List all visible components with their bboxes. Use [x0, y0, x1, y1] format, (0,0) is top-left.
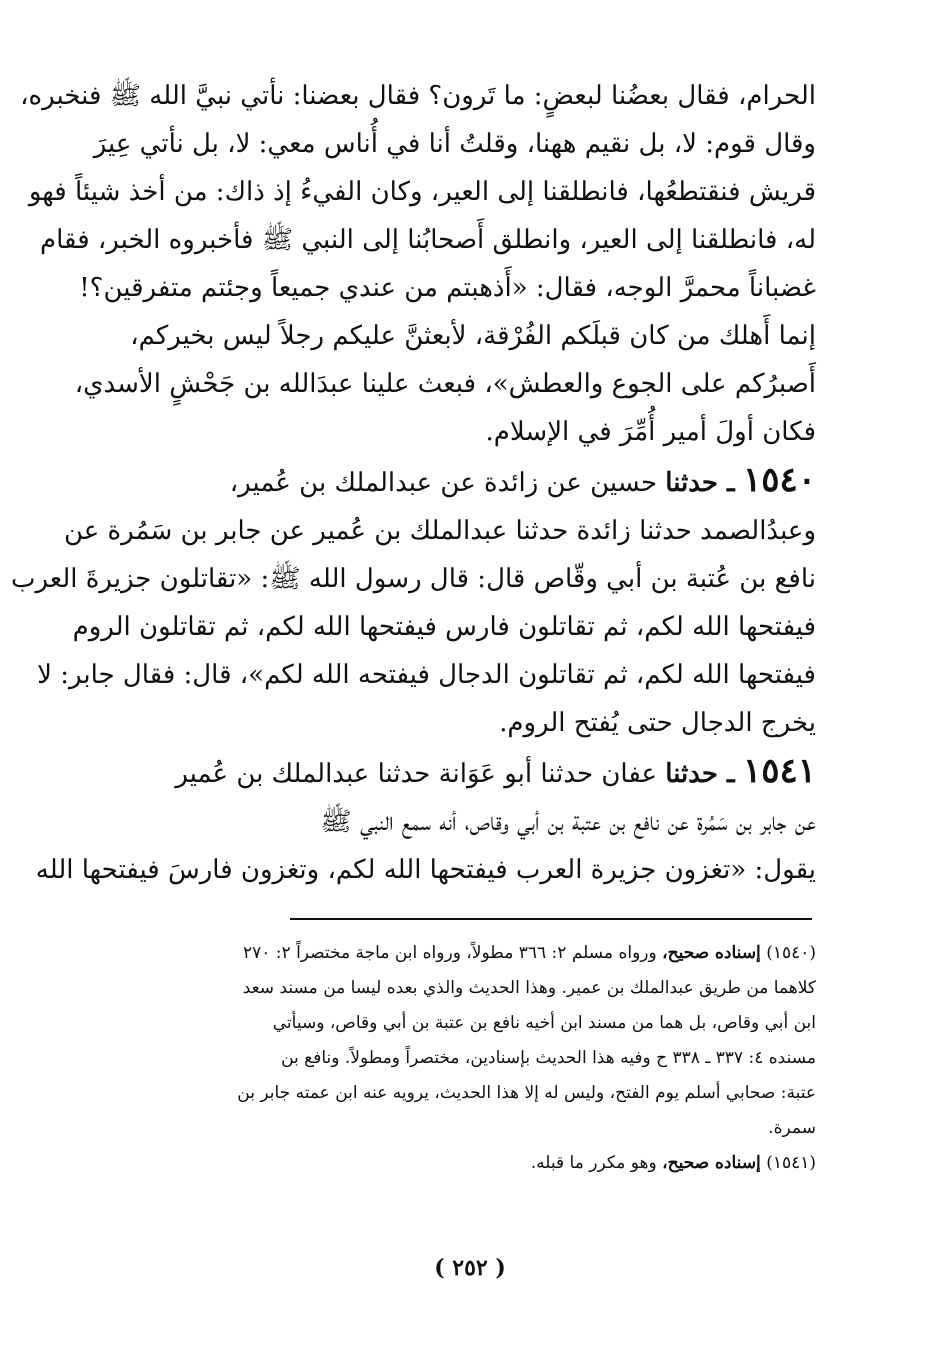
footnote-line: عتبة: صحابي أسلم يوم الفتح، وليس له إلا هذا الحديث، يرويه عنه ابن عمته جابر بن: [237, 1083, 816, 1103]
hadith-number: ١٥٤١: [742, 751, 816, 791]
footnote-ref: (١٥٤٠): [766, 943, 816, 963]
text-line: عن جابر بن سَمُرة عن نافع بن عتبة بن أبي وقاص، أنه سمع النبي ﷺ: [320, 807, 816, 837]
text-line: وقال قوم: لا، بل نقيم ههنا، وقلتُ أنا في أُناس معي: لا، بل نأتي عِيرَ: [93, 129, 816, 159]
text-line: أَصبرُكم على الجوع والعطش»، فبعث علينا عبدَالله بن جَحْشٍ الأسدي،: [74, 369, 816, 399]
hadith-first-line: [96, 456, 816, 507]
footnote-ref: (١٥٤١): [766, 1153, 816, 1173]
footnote-first-line: [96, 1146, 816, 1181]
text-line: وعبدُالصمد حدثنا زائدة حدثنا عبدالملك بن عُمير عن جابر بن سَمُرة عن: [63, 516, 816, 546]
hadith-heading: ـ حدثنا: [665, 759, 735, 789]
hadith-heading: ـ حدثنا: [665, 468, 735, 498]
text-line: إنما أَهلك من كان قبلَكم الفُرْقة، لأبعثنَّ عليكم رجلاً ليس بخيركم،: [130, 321, 816, 351]
text-line: غضباناً محمرَّ الوجه، فقال: «أَذهبتم من عندي جميعاً وجئتم متفرقين؟!: [79, 273, 816, 303]
footnote-heading: إسناده صحيح،: [662, 1153, 761, 1173]
footnotes: [96, 936, 816, 1181]
text-line: فيفتحها الله لكم، ثم تقاتلون الدجال فيفتحه الله لكم»، قال: فقال جابر: لا: [37, 660, 816, 690]
hadith-1541: [35, 747, 816, 894]
hadith-text: حسين عن زائدة عن عبدالملك بن عُمير،: [229, 468, 658, 498]
paragraph-continuation: [20, 72, 816, 456]
text-line: يقول: «تغزون جزيرة العرب فيفتحها الله لكم، وتغزون فارسَ فيفتحها الله: [35, 855, 816, 885]
hadith-first-line: [96, 747, 816, 798]
footnote-text: ورواه مسلم ٢: ٣٦٦ مطولاً، ورواه ابن ماجة مختصراً ٢: ٢٧٠: [242, 943, 657, 963]
hadith-text: عفان حدثنا أبو عَوَانة حدثنا عبدالملك بن عُمير: [175, 759, 658, 789]
text-line: نافع بن عُتبة بن أبي وقّاص قال: قال رسول الله ﷺ: «تقاتلون جزيرةَ العرب: [10, 564, 816, 594]
footnote-text: وهو مكرر ما قبله.: [530, 1153, 657, 1173]
text-line: فيفتحها الله لكم، ثم تقاتلون فارس فيفتحها الله لكم، ثم تقاتلون الروم: [72, 612, 816, 642]
main-text: [10, 72, 816, 894]
text-line: قريش فنقتطعُها، فانطلقنا إلى العير، وكان الفيءُ إذ ذاك: من أخذ شيئاً فهو: [28, 177, 816, 207]
footnote-divider: [290, 918, 812, 920]
hadith-1540: [10, 456, 816, 747]
hadith-number: ١٥٤٠: [742, 460, 816, 500]
footnote-line: ابن أبي وقاص، بل هما من مسند ابن أخيه نافع بن عتبة بن أبي وقاص، وسيأتي: [272, 1013, 816, 1033]
footnote-line: كلاهما من طريق عبدالملك بن عمير. وهذا الحديث والذي بعده ليسا من مسند سعد: [242, 978, 816, 998]
footnote-1541: [96, 1146, 816, 1181]
footnote-line: سمرة.: [768, 1118, 816, 1138]
footnote-line: مسنده ٤: ٣٣٧ ـ ٣٣٨ ح وفيه هذا الحديث بإسنادين، مختصراً ومطولاً. ونافع بن: [281, 1048, 816, 1068]
footnote-first-line: [96, 936, 816, 971]
footnote-heading: إسناده صحيح،: [662, 943, 761, 963]
footnote-1540: [96, 936, 816, 1146]
page-number: ( ٢٥٢ ): [434, 1255, 506, 1281]
text-line: فكان أولَ أمير أُمِّرَ في الإسلام.: [485, 417, 816, 447]
text-line: يخرج الدجال حتى يُفتح الروم.: [499, 708, 816, 738]
text-line: الحرام، فقال بعضُنا لبعضٍ: ما تَرون؟ فقال بعضنا: نأتي نبيَّ الله ﷺ فنخبره،: [20, 81, 816, 111]
text-line: له، فانطلقنا إلى العير، وانطلق أَصحابُنا إلى النبي ﷺ فأخبروه الخبر، فقام: [40, 225, 816, 255]
